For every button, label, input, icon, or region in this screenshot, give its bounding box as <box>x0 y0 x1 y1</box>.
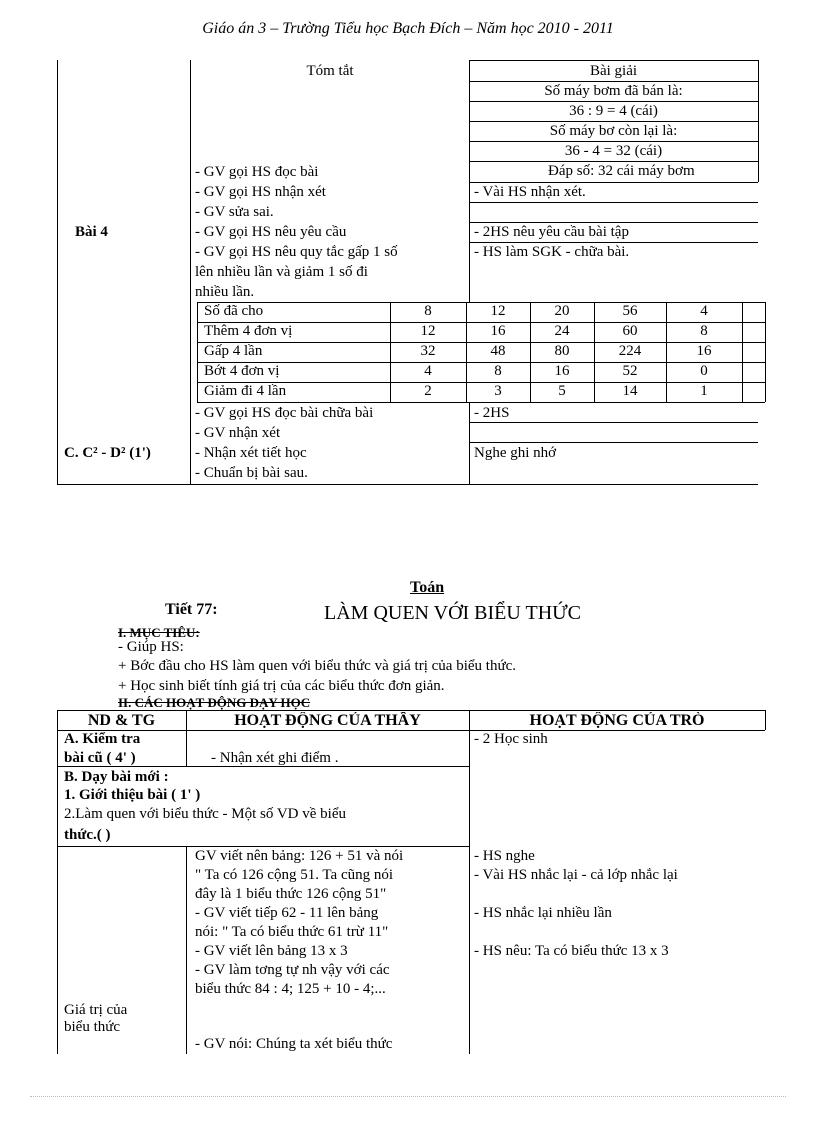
table-cell: 60 <box>622 323 638 339</box>
lesson-title: LÀM QUEN VỚI BIỂU THỨC <box>324 602 581 624</box>
teacher-line: - GV làm tơng tự nh vậy với các <box>195 962 390 978</box>
teacher-line: GV viết nên bảng: 126 + 51 và nói <box>195 848 404 864</box>
subject-heading: Toán <box>410 579 445 596</box>
table-cell: 16 <box>554 363 570 379</box>
table-cell: 52 <box>622 363 638 379</box>
solution-line: 36 - 4 = 32 (cái) <box>564 143 663 159</box>
teacher-line: đây là 1 biểu thức 126 cộng 51" <box>195 886 387 902</box>
student-line: Nghe ghi nhớ <box>474 445 557 461</box>
col-header-student: HOẠT ĐỘNG CỦA TRÒ <box>529 712 705 729</box>
content-line: B. Dạy bài mới : <box>64 769 169 785</box>
teacher-line: - GV gọi HS nêu quy tắc gấp 1 số <box>195 244 398 260</box>
lesson-number: Tiết 77: <box>165 601 218 618</box>
student-line: - HS nghe <box>474 848 535 864</box>
table-row-label: Gấp 4 lần <box>204 343 263 359</box>
solution-line: Số máy bơm đã bán là: <box>544 83 683 99</box>
teacher-line: - GV gọi HS đọc bài chữa bài <box>195 405 374 421</box>
content-line: bài cũ ( 4' ) <box>64 750 136 766</box>
student-line: - 2HS <box>474 405 510 421</box>
table-cell: 224 <box>618 343 642 359</box>
table-row-label: Số đã cho <box>204 303 264 319</box>
teacher-line: - GV gọi HS nêu yêu cầu <box>195 224 347 240</box>
table-cell: 16 <box>696 343 712 359</box>
table-row-label: Giảm đi 4 lần <box>204 383 287 399</box>
table-cell: 8 <box>494 363 502 379</box>
tom-tat-heading: Tóm tắt <box>306 63 354 79</box>
student-line: - 2 Học sinh <box>474 731 548 747</box>
solution-line: Số máy bơ còn lại là: <box>549 123 678 139</box>
table-cell: 2 <box>424 383 432 399</box>
table-cell: 14 <box>622 383 638 399</box>
student-line: - HS nêu: Ta có biểu thức 13 x 3 <box>474 943 669 959</box>
solution-line: Bài giải <box>589 63 638 79</box>
objective-line: - Giúp HS: <box>118 639 184 655</box>
teacher-line: - GV nhận xét <box>195 425 281 441</box>
activities-heading: II. CÁC HOẠT ĐỘNG DẠY HỌC <box>118 695 311 710</box>
table-cell: 3 <box>494 383 502 399</box>
student-line: - Vài HS nhắc lại - cả lớp nhắc lại <box>474 867 678 883</box>
table-cell: 12 <box>420 323 436 339</box>
student-line: - HS nhắc lại nhiều lần <box>474 905 612 921</box>
bai4-label: Bài 4 <box>75 224 108 240</box>
teacher-line: biểu thức 84 : 4; 125 + 10 - 4;... <box>195 981 386 997</box>
col-header-content: ND & TG <box>87 712 156 729</box>
objective-line: + Học sinh biết tính giá trị của các biểu thức đơn giản. <box>118 678 445 694</box>
teacher-line: " Ta có 126 cộng 51. Ta cũng nói <box>195 867 394 883</box>
table-cell: 20 <box>554 303 570 319</box>
page-header: Giáo án 3 – Trường Tiểu học Bạch Đích – Năm học 2010 - 2011 <box>202 20 614 37</box>
table-cell: 12 <box>490 303 506 319</box>
footer-dotted-rule <box>30 1096 786 1097</box>
student-line: - 2HS nêu yêu cầu bài tập <box>474 224 629 240</box>
content-line: A. Kiểm tra <box>64 731 141 747</box>
table-cell: 1 <box>700 383 708 399</box>
teacher-line: nói: " Ta có biểu thức 61 trừ 11" <box>195 924 389 940</box>
objective-line: + Bớc đầu cho HS làm quen với biểu thức và giá trị của biểu thức. <box>118 658 516 674</box>
teacher-line: - GV sửa sai. <box>195 204 274 220</box>
table-row-label: Bớt 4 đơn vị <box>204 363 280 379</box>
teacher-line: - GV viết tiếp 62 - 11 lên bảng <box>195 905 379 921</box>
content-line: 2.Làm quen với biểu thức - Một số VD về biểu <box>64 806 346 822</box>
table-cell: 48 <box>490 343 506 359</box>
student-line: - HS làm SGK - chữa bài. <box>474 244 630 260</box>
table-cell: 32 <box>420 343 436 359</box>
objectives-heading: I. MỤC TIÊU: <box>118 625 200 640</box>
table-cell: 56 <box>622 303 638 319</box>
table-cell: 4 <box>700 303 708 319</box>
table-cell: 24 <box>554 323 570 339</box>
teacher-line: - GV gọi HS đọc bài <box>195 164 319 180</box>
teacher-line: - Nhận xét ghi điểm . <box>211 750 339 766</box>
table-cell: 8 <box>700 323 708 339</box>
table-cell: 80 <box>554 343 570 359</box>
table-cell: 5 <box>558 383 566 399</box>
teacher-line: nhiều lần. <box>195 284 255 300</box>
col-header-teacher: HOẠT ĐỘNG CỦA THẦY <box>234 712 421 729</box>
table-cell: 4 <box>424 363 432 379</box>
student-line: - Vài HS nhận xét. <box>474 184 586 200</box>
table-row-label: Thêm 4 đơn vị <box>204 323 293 339</box>
teacher-line: - Chuẩn bị bài sau. <box>195 465 308 481</box>
teacher-line: - GV gọi HS nhận xét <box>195 184 326 200</box>
solution-line: Đáp số: 32 cái máy bơm <box>548 163 695 179</box>
teacher-line: - GV nói: Chúng ta xét biểu thức <box>195 1036 393 1052</box>
teacher-line: - Nhận xét tiết học <box>195 445 307 461</box>
teacher-line: - GV viết lên bảng 13 x 3 <box>195 943 348 959</box>
content-line: thức.( ) <box>64 827 111 843</box>
teacher-line: lên nhiều lần và giảm 1 số đi <box>195 264 368 280</box>
table-cell: 16 <box>490 323 506 339</box>
content-line: Giá trị của <box>64 1002 128 1018</box>
solution-line: 36 : 9 = 4 (cái) <box>569 103 658 119</box>
content-line: biểu thức <box>64 1019 121 1035</box>
table-cell: 0 <box>700 363 708 379</box>
table-cell: 8 <box>424 303 432 319</box>
content-line: 1. Giới thiệu bài ( 1' ) <box>64 787 201 803</box>
section-c-label: C. C² - D² (1') <box>64 445 151 461</box>
